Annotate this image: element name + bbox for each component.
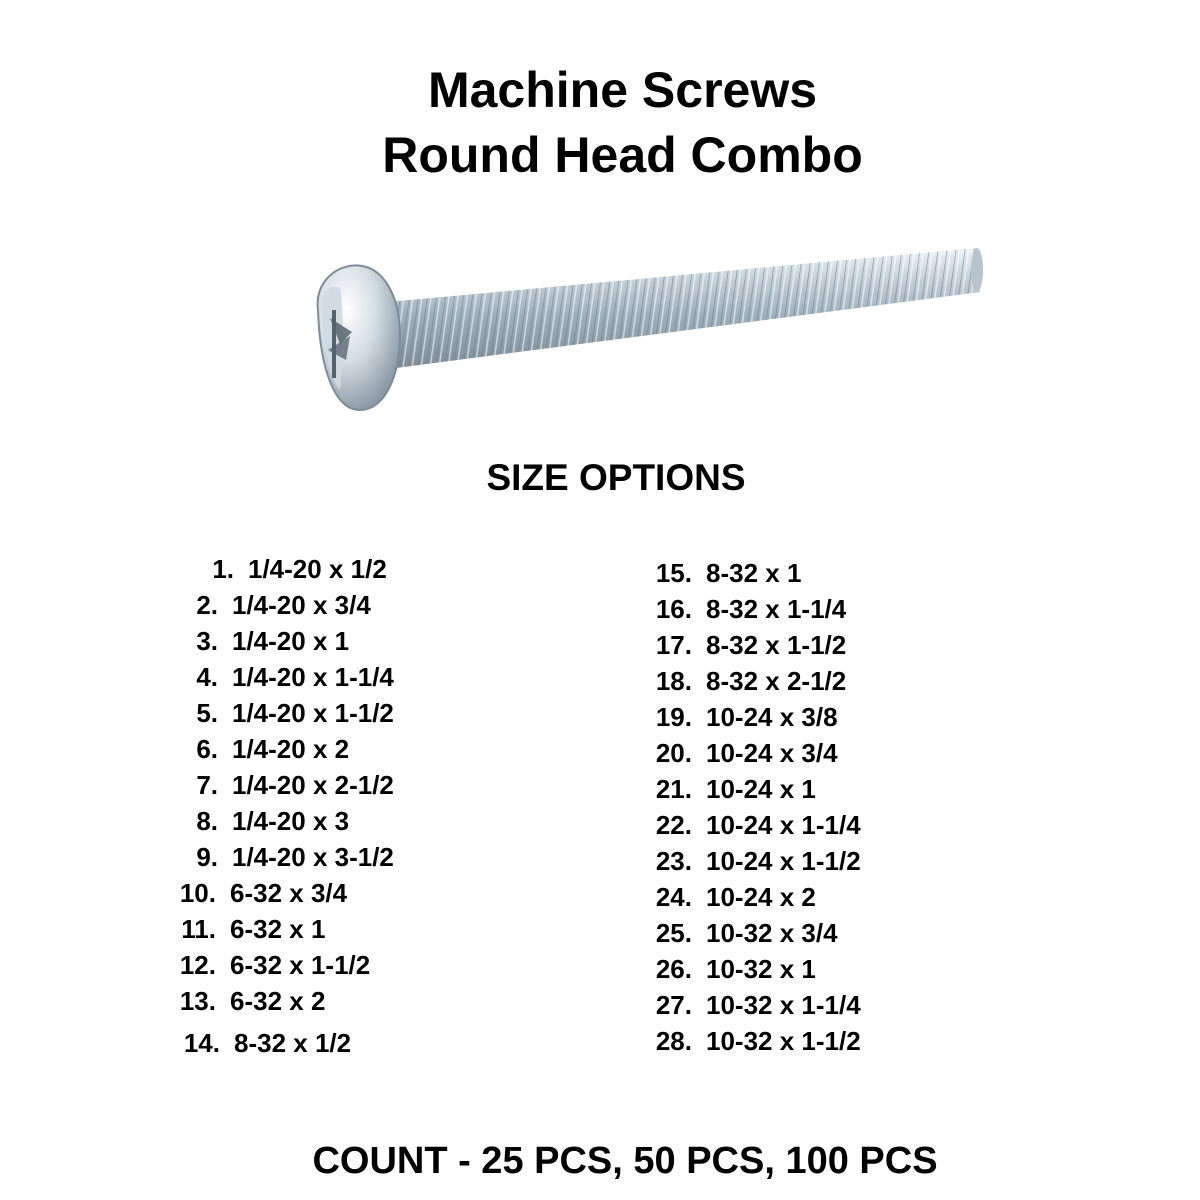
size-label: 1/4-20 x 3/4 xyxy=(232,590,371,620)
page-title-line-1: Machine Screws xyxy=(427,62,818,118)
size-option xyxy=(168,842,394,872)
size-option xyxy=(168,698,394,728)
size-option xyxy=(650,558,801,588)
size-label: 10-24 x 3/8 xyxy=(706,702,838,732)
size-label: 1/4-20 x 1/2 xyxy=(248,554,387,584)
size-option xyxy=(168,770,394,800)
size-number: 5. xyxy=(196,698,218,728)
size-number: 11. xyxy=(181,914,216,944)
size-option xyxy=(650,630,846,660)
size-number: 14. xyxy=(183,1028,220,1058)
size-label: 10-24 x 3/4 xyxy=(706,738,838,768)
size-number: 12. xyxy=(179,950,216,980)
size-option xyxy=(166,986,325,1016)
size-option xyxy=(650,1026,861,1056)
size-label: 10-32 x 3/4 xyxy=(706,918,838,948)
size-option xyxy=(650,702,838,732)
size-label: 10-32 x 1 xyxy=(706,954,816,984)
size-number: 17. xyxy=(655,630,692,660)
size-label: 1/4-20 x 2-1/2 xyxy=(232,770,394,800)
size-number: 27. xyxy=(655,990,692,1020)
size-option xyxy=(166,878,347,908)
size-number: 16. xyxy=(655,594,692,624)
size-option xyxy=(650,738,838,768)
size-number: 7. xyxy=(196,770,218,800)
size-number: 26. xyxy=(655,954,692,984)
size-number: 4. xyxy=(196,662,218,692)
size-label: 10-32 x 1-1/2 xyxy=(706,1026,861,1056)
pack-count-footer: COUNT - 25 PCS, 50 PCS, 100 PCS xyxy=(312,1140,938,1182)
size-label: 1/4-20 x 3 xyxy=(232,806,350,836)
size-number: 1. xyxy=(212,554,234,584)
size-number: 15. xyxy=(655,558,692,588)
size-option xyxy=(650,918,838,948)
size-number: 8. xyxy=(196,806,218,836)
size-label: 6-32 x 1 xyxy=(230,914,326,944)
size-number: 6. xyxy=(196,734,218,764)
size-label: 10-24 x 1-1/4 xyxy=(706,810,861,840)
size-option xyxy=(170,1028,351,1058)
size-number: 10. xyxy=(179,878,216,908)
size-number: 3. xyxy=(196,626,218,656)
size-label: 8-32 x 2-1/2 xyxy=(706,666,847,696)
size-label: 1/4-20 x 3-1/2 xyxy=(232,842,394,872)
size-option xyxy=(650,990,861,1020)
size-label: 10-32 x 1-1/4 xyxy=(706,990,861,1020)
size-label: 8-32 x 1-1/4 xyxy=(706,594,847,624)
size-option xyxy=(184,554,387,584)
size-number: 23. xyxy=(655,846,692,876)
size-label: 1/4-20 x 1-1/2 xyxy=(232,698,394,728)
size-option xyxy=(168,626,349,656)
size-number: 24. xyxy=(655,882,692,912)
size-number: 19. xyxy=(655,702,692,732)
size-label: 10-24 x 1-1/2 xyxy=(706,846,861,876)
size-number: 28. xyxy=(655,1026,692,1056)
size-number: 13. xyxy=(179,986,216,1016)
size-number: 25. xyxy=(655,918,692,948)
size-label: 6-32 x 3/4 xyxy=(230,878,348,908)
size-option xyxy=(650,882,816,912)
size-label: 1/4-20 x 2 xyxy=(232,734,350,764)
size-option xyxy=(166,914,325,944)
size-number: 18. xyxy=(655,666,692,696)
size-option xyxy=(168,590,371,620)
size-option xyxy=(650,846,861,876)
size-label: 1/4-20 x 1 xyxy=(232,626,350,656)
size-label: 8-32 x 1-1/2 xyxy=(706,630,847,660)
size-label: 8-32 x 1/2 xyxy=(234,1028,352,1058)
size-option xyxy=(168,734,349,764)
size-number: 2. xyxy=(196,590,218,620)
size-label: 8-32 x 1 xyxy=(706,558,802,588)
size-option xyxy=(168,662,394,692)
size-option xyxy=(650,774,816,804)
size-option xyxy=(650,954,816,984)
size-option xyxy=(168,806,349,836)
size-label: 6-32 x 2 xyxy=(230,986,326,1016)
size-label: 6-32 x 1-1/2 xyxy=(230,950,371,980)
size-option xyxy=(650,594,846,624)
size-option xyxy=(650,810,861,840)
size-label: 10-24 x 2 xyxy=(706,882,816,912)
size-options-heading: SIZE OPTIONS xyxy=(486,457,746,498)
size-number: 21. xyxy=(655,774,692,804)
size-number: 9. xyxy=(196,842,218,872)
size-option xyxy=(166,950,370,980)
page-title-line-2: Round Head Combo xyxy=(382,127,863,183)
round-head-machine-screw-icon xyxy=(300,240,990,420)
size-option xyxy=(650,666,846,696)
size-label: 10-24 x 1 xyxy=(706,774,816,804)
size-label: 1/4-20 x 1-1/4 xyxy=(232,662,394,692)
size-number: 20. xyxy=(655,738,692,768)
size-number: 22. xyxy=(655,810,692,840)
